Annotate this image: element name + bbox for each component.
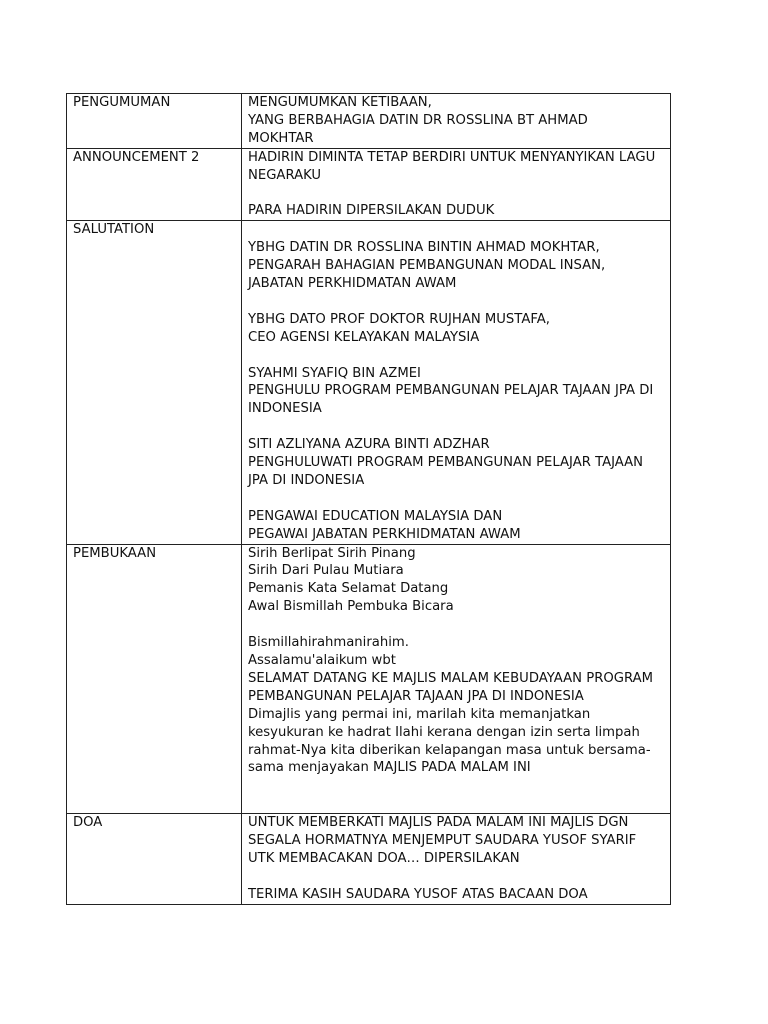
table-body bbox=[67, 94, 671, 905]
row-label: ANNOUNCEMENT 2 bbox=[73, 149, 200, 165]
content-line: Sirih Dari Pulau Mutiara bbox=[248, 563, 404, 579]
row-label: PEMBUKAAN bbox=[73, 545, 157, 561]
row-content-cell bbox=[242, 148, 671, 221]
row-label-cell bbox=[67, 148, 242, 221]
content-line: INDONESIA bbox=[248, 401, 322, 417]
table-row-pengumuman bbox=[67, 94, 671, 149]
content-line: PENGAWAI EDUCATION MALAYSIA DAN bbox=[248, 508, 503, 524]
content-line: JABATAN PERKHIDMATAN AWAM bbox=[248, 276, 457, 292]
content-line: UTK MEMBACAKAN DOA… DIPERSILAKAN bbox=[248, 850, 520, 866]
blank-line bbox=[248, 795, 665, 813]
content-line: kesyukuran ke hadrat Ilahi kerana dengan izin serta limpah bbox=[248, 724, 640, 740]
row-content-cell bbox=[242, 94, 671, 149]
blank-line bbox=[248, 490, 665, 508]
content-line: Assalamu'alaikum wbt bbox=[248, 652, 396, 668]
content-line: PEMBANGUNAN PELAJAR TAJAAN JPA DI INDONESIA bbox=[248, 688, 584, 704]
content-line: PENGARAH BAHAGIAN PEMBANGUNAN MODAL INSAN, bbox=[248, 258, 606, 274]
content-line: HADIRIN DIMINTA TETAP BERDIRI UNTUK MENYANYIKAN LAGU bbox=[248, 149, 656, 165]
table-row-pembukaan bbox=[67, 544, 671, 814]
content-line: PEGAWAI JABATAN PERKHIDMATAN AWAM bbox=[248, 526, 521, 542]
row-content-cell bbox=[242, 221, 671, 544]
content-line: Sirih Berlipat Sirih Pinang bbox=[248, 545, 416, 561]
content-line: PENGHULU PROGRAM PEMBANGUNAN PELAJAR TAJAAN JPA DI bbox=[248, 383, 654, 399]
table-row-announcement-2 bbox=[67, 148, 671, 221]
content-line: Pemanis Kata Selamat Datang bbox=[248, 581, 449, 597]
row-content-cell bbox=[242, 544, 671, 814]
content-line: MOKHTAR bbox=[248, 130, 314, 146]
blank-line bbox=[248, 293, 665, 311]
content-line: YBHG DATO PROF DOKTOR RUJHAN MUSTAFA, bbox=[248, 311, 550, 327]
content-line: Bismillahirahmanirahim. bbox=[248, 635, 409, 651]
content-line: rahmat-Nya kita diberikan kelapangan masa untuk bersama- bbox=[248, 742, 651, 758]
content-line: SELAMAT DATANG KE MAJLIS MALAM KEBUDAYAAN PROGRAM bbox=[248, 670, 653, 686]
row-label-cell bbox=[67, 814, 242, 905]
table-row-doa bbox=[67, 814, 671, 905]
blank-line bbox=[248, 777, 665, 795]
content-line: PENGHULUWATI PROGRAM PEMBANGUNAN PELAJAR TAJAAN bbox=[248, 455, 644, 471]
blank-line bbox=[248, 221, 665, 239]
content-line: UNTUK MEMBERKATI MAJLIS PADA MALAM INI MAJLIS DGN bbox=[248, 815, 629, 831]
content-line: MENGUMUMKAN KETIBAAN, bbox=[248, 95, 432, 110]
row-label: SALUTATION bbox=[73, 222, 155, 238]
blank-line bbox=[248, 347, 665, 365]
row-label: DOA bbox=[73, 815, 103, 831]
row-label-cell bbox=[67, 94, 242, 149]
content-line: sama menjayakan MAJLIS PADA MALAM INI bbox=[248, 760, 531, 776]
content-line: TERIMA KASIH SAUDARA YUSOF ATAS BACAAN DOA bbox=[248, 886, 588, 902]
programme-script-table bbox=[66, 93, 671, 905]
row-label: PENGUMUMAN bbox=[73, 95, 171, 110]
content-line: JPA DI INDONESIA bbox=[248, 472, 365, 488]
blank-line bbox=[248, 418, 665, 436]
content-line: YANG BERBAHAGIA DATIN DR ROSSLINA BT AHMAD bbox=[248, 112, 588, 128]
blank-line bbox=[248, 616, 665, 634]
blank-line bbox=[248, 868, 665, 886]
content-line: Dimajlis yang permai ini, marilah kita memanjatkan bbox=[248, 706, 591, 722]
content-line: SEGALA HORMATNYA MENJEMPUT SAUDARA YUSOF SYARIF bbox=[248, 833, 637, 849]
table-row-salutation bbox=[67, 221, 671, 544]
content-line: SYAHMI SYAFIQ BIN AZMEI bbox=[248, 365, 421, 381]
content-line: SITI AZLIYANA AZURA BINTI ADZHAR bbox=[248, 437, 490, 453]
row-label-cell bbox=[67, 221, 242, 544]
content-line: YBHG DATIN DR ROSSLINA BINTIN AHMAD MOKHTAR, bbox=[248, 240, 600, 256]
content-line: CEO AGENSI KELAYAKAN MALAYSIA bbox=[248, 329, 480, 345]
content-line: NEGARAKU bbox=[248, 167, 322, 183]
row-content-cell bbox=[242, 814, 671, 905]
row-label-cell bbox=[67, 544, 242, 814]
content-line: Awal Bismillah Pembuka Bicara bbox=[248, 599, 454, 615]
blank-line bbox=[248, 185, 665, 203]
content-line: PARA HADIRIN DIPERSILAKAN DUDUK bbox=[248, 203, 495, 219]
